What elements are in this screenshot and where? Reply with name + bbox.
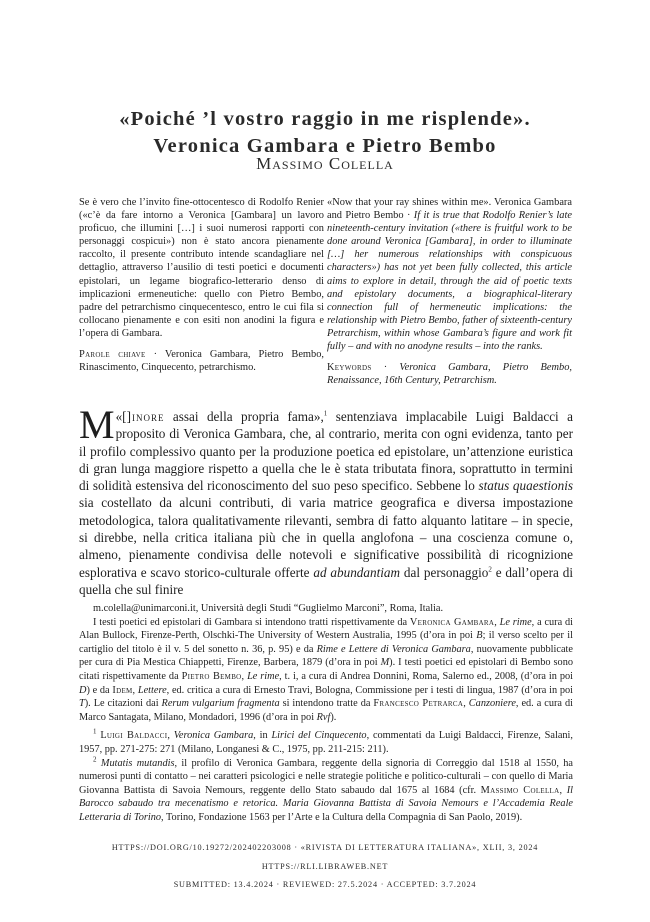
first-word: ]inore [126,409,165,424]
journal-site-link[interactable]: HTTPS://RLI.LIBRAWEB.NET [261,862,389,871]
author-name: Massimo Colella [256,154,394,173]
body-text: sia costellato da alcuni contributi, di varia matrice geografica e diversa impostazione metodologica, talora qualitativamente rilevanti, sembra di fatto alquanto latitare – in specie, si direbbe, nella critica italiana più che in quella anglofona – una coscienza comune o, almeno, pienamente condivisa delle notevoli e significative possibilità di ricognizione esplorativa e scavo storico-culturale offerte [79,495,573,580]
body-text: e dall’opera di quella che sul finire [79,564,573,597]
footnote-2: $^2$ Mutatis mutandis, il profilo di Veronica Gambara, reggente della signoria di Correggio dal 1518 al 1550, ha numerosi punti di contatto – nei caratteri psicologici e nelle strategie politiche e politico-culturali – con quello di Maria Giovanna Battista di Savoia Nemours, reggente dello Stato sabaudo dal 1675 al 1684 (cfr. Massimo Colella, Il Barocco sabaudo tra mecenatismo e retorica. Maria Giovanna Battista di Savoia Nemours e l’Accademia Reale Letteraria di Torino, Torino, Fondazione 1563 per l’Arte e la Cultura della Compagnia di San Paolo, 2019). [79,755,574,823]
body-paragraph [79,402,574,598]
footnote-1: $^1$ Luigi Baldacci, Veronica Gambara, in Lirici del Cinquecento, commentati da Luigi Baldacci, Firenze, Salani, 1957, pp. 271-275: 271 (Milano, Longanesi & C., 1975, pp. 211-215: 211). [79,727,573,755]
body-text: assai della propria fama», [164,409,324,424]
body-text: dal personaggio [400,564,489,580]
abstract-italian [79,196,324,374]
footnote-ref-2[interactable]: 2 [488,565,492,574]
submission-dates: SUBMITTED: 13.4.2024 · REVIEWED: 27.5.2024 · ACCEPTED: 3.7.2024 [173,880,477,889]
affiliation-note: m.colella@unimarconi.it, Università degli Studi “Guglielmo Marconi”, Roma, Italia. [93,603,444,614]
keywords-en-label: Keywords [327,362,372,374]
keywords-it-label: Parole chiave [79,349,146,361]
footnote-number: 2 [93,755,97,764]
footnotes [79,602,573,825]
keywords-it-text: Veronica Gambara, Pietro Bembo, Rinascimento, Cinquecento, petrarchismo. [79,349,325,374]
abstract-en-body: «Now that your ray shines within me». Veronica Gambara and Pietro Bembo · If it is true that Rodolfo Renier’s late nineteenth-century invitation («there is fruitful work to be done around Veronica [Gambara], in order to illuminate […] her numerous relationships with conspicuous characters») has not yet been fully collected, this article aims to explore in detail, through the aid of poetic texts and epistolary documents, a biographical-literary connection full of hermeneutic implications: the relationship with Pietro Bembo, father of sixteenth-century Petrarchism, within whose Gambara’s figure and work fit fully – and with no anodyne results – into the ranks. [327,197,572,353]
abstract-it-text: Se è vero che l’invito fine-ottocentesco di Rodolfo Renier («c’è da fare intorno a Veronica [Gambara] un lavoro proficuo, che illumini […] i suoi numerosi rapporti con personaggi cospicui») non è stato ancora pienamente raccolto, il presente contributo intende scandagliare nel dettaglio, attraverso l’ausilio di testi poetici e documenti epistolari, un legame biografico-letterario denso di implicazioni ermeneutiche: quello con Pietro Bembo, padre del petrarchismo cinquecentesco, entro le cui fila si collocano pienamente e con esiti non anodini la figura e l’opera di Gambara. [79,197,324,339]
abstract-english [327,196,572,387]
drop-cap: M [79,402,115,447]
doi-line[interactable]: HTTPS://DOI.ORG/10.19272/202402203008 · «RIVISTA DI LETTERATURA ITALIANA», XLII, 3, 2024 [111,843,539,852]
article-body [79,402,574,598]
abstract-en-text: If it is true that Rodolfo Renier’s late nineteenth-century invitation («there is fruitful work to be done around Veronica [Gambara], in order to illuminate […] her numerous relationships with conspicuous characters») has not yet been fully collected, this article aims to explore in detail, through the aid of poetic texts and epistolary documents, a biographical-literary connection full of hermeneutic implications: the relationship with Pietro Bembo, father of sixteenth-century Petrarchism, within whose Gambara’s figure and work fit fully – and with no anodyne results – into the ranks. [327,210,572,353]
footnote-ref-1[interactable]: 1 [323,409,328,418]
keywords-it: Parole chiave · Veronica Gambara, Pietro Bembo, Rinascimento, Cinquecento, petrarchismo. [79,349,325,374]
title-line-1: «Poiché ’l vostro raggio in me risplende». [119,107,531,130]
keywords-en: Keywords · Veronica Gambara, Pietro Bembo, Renaissance, 16th Century, Petrarchism. [327,362,573,387]
body-italic: ad abundantiam [313,564,401,580]
keywords-en-text: Veronica Gambara, Pietro Bembo, Renaissance, 16th Century, Petrarchism. [327,362,573,387]
quote-open: «[ [115,409,127,424]
body-italic: status quaestionis [478,478,573,494]
body-text: sentenziava implacabile Luigi Baldacci a proposito di Veronica Gambara, che, al contrario, merita con ogni evidenza, tanto per il profilo complessivo quanto per la produzione poetica ed epistolare, un’attenzione euristica di gran lunga maggiore rispetto a quella che le è stata tributata finora, soprattutto in termini di solidità estensiva del riconoscimento del suo peso specifico. Sebbene lo [79,409,574,494]
abstract-en-title: «Now that your ray shines within me». Veronica Gambara and Pietro Bembo [327,197,572,222]
footnote-number: 1 [93,727,97,736]
article-title [40,106,610,160]
sigle-note: I testi poetici ed epistolari di Gambara si intendono tratti rispettivamente da Veronica Gambara, Le rime, a cura di Alan Bullock, Firenze-Perth, Olschki-The University of Western Australia, 1995 (d’ora in poi B; il verso scelto per il cartiglio del titolo è il v. 5 del sonetto n. 36, p. 95) e da Rime e Lettere di Veronica Gambara, nuovamente pubblicate per cura di Pia Mestica Chiappetti, Firenze, Barbera, 1879 (d’ora in poi M). I testi poetici ed epistolari di Bembo sono citati rispettivamente da Pietro Bembo, Le rime, t. i, a cura di Andrea Donnini, Roma, Salerno ed., 2008, (d’ora in poi D) e da Idem, Lettere, ed. critica a cura di Ernesto Travi, Bologna, Commissione per i testi di lingua, 1987 (d’ora in poi T). Le citazioni dai Rerum vulgarium fragmenta si intendono tratte da Francesco Petrarca, Canzoniere, ed. a cura di Marco Santagata, Milano, Mondadori, 1996 (d’ora in poi Rvf). [79,616,574,723]
title-line-2: Veronica Gambara e Pietro Bembo [153,134,497,157]
